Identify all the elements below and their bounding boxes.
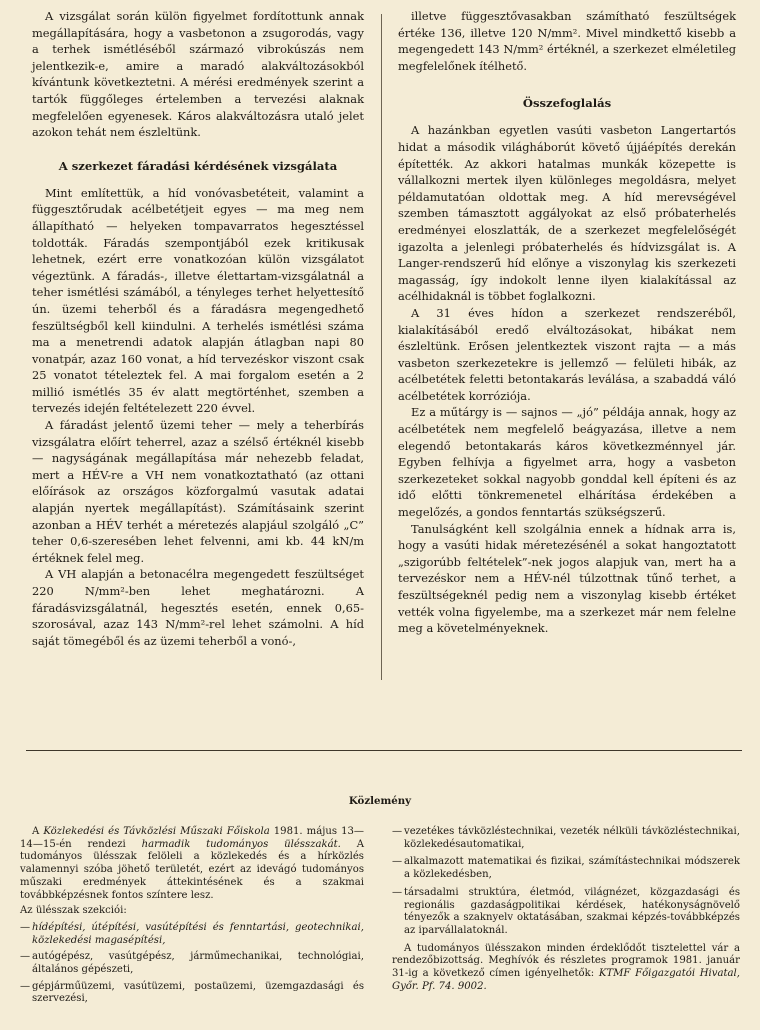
list-item-text: alkalmazott matematikai és fizikai, számítástechnikai módszerek a közlekedésben, [404,856,740,881]
announcement-intro-a: A [32,826,44,837]
list-item: — autógépész, vasútgépész, járműmechanikai, technológiai, általános gépészeti, [20,951,364,976]
closing-text: A tudományos ülésszakon minden érdeklődőt tisztelettel vár a rendezőbizottság. Meghívók és részletes programok 1981. január 31-ig a következő címen igényelhetők: [392,942,740,980]
paragraph: A hazánkban egyetlen vasúti vasbeton Langertartós hidat a második világháborút követő újjáépítés derekán építették. Az akkori hatalmas munkák közepette is vállalkozni mertek ilyen különleges megoldásra, melyet példamutatóan oldottak meg. A híd merevségével szemben támasztott aggályokat az első próbaterhelés eredményei eloszlatták, de a szerkezet megfelelőségét igazolta a jelenlegi próbaterhelés és hídvizsgálat is. A Langer-rendszerű híd előnye a viszonylag kis szerkezeti magasság, így indokolt lenne ilyen kialakítással az acélhidaknál is többet foglalkozni. [398,123,736,304]
section-heading: A szerkezet fáradási kérdésének vizsgálata [58,158,338,173]
announcement-intro [20,826,364,902]
paragraph: Tanulságként kell szolgálnia ennek a hídnak arra is, hogy a vasúti hidak méretezésénél a sokat hangoztatott „szigorúbb feltételek”-nek jogos alapjuk van, mert ha a tervezéskor nem a HÉV-nél túlzottnak tűnő terhet, a feszültségeknél pedig nem a viszonylag kisebb értéket vették volna figyelembe, ma a szerkezet már nem felelne meg a követelményeknek. [398,521,736,636]
column-divider [381,14,382,680]
list-item: — alkalmazott matematikai és fizikai, számítástechnikai módszerek a közlekedésben, [392,856,740,881]
paragraph: A fáradást jelentő üzemi teher — mely a teherbírás vizsgálatra előírt teherrel, azaz a szélső értéknél kisebb — nagyságának megállapítása már nehezebb feladat, mert a HÉV-re a VH nem vonatkoztatható (az ottani előírások az országos közforgalmú vasutak adatai alapján nyertek megállapítást). Számításaink szerint azonban a HÉV terhét a méretezés alapjául szolgáló „C” teher 0,6-szeresében lehet felvenni, ami kb. 44 kN/m értéknek felel meg. [32,418,364,565]
horizontal-rule [26,750,742,751]
paragraph: A 31 éves hídon a szerkezet rendszeréből, kialakításából eredő elváltozásokat, hibákat nem észleltünk. Erősen jelentkeztek viszont rajta — a más vasbeton szerkezetekre is jellemző — felületi hibák, az acélbetétek feletti betontakarás leválása, a szabaddá váló acélbetétek korróziója. [398,305,736,403]
announcement-title: Közlemény [348,795,412,807]
list-item-text: autógépész, vasútgépész, járműmechanikai, technológiai, általános gépészeti, [32,951,364,976]
list-item-text: vezetékes távközléstechnikai, vezeték nélküli távközléstechnikai, közlekedésautomatikai, [404,826,740,850]
closing-address: KTMF Főigazgatói Hivatal, Győr. Pf. 74. 9002. [392,968,740,992]
event-name: harmadik tudományos ülésszakát. [141,838,341,850]
paragraph: illetve függesztővasakban számítható feszültségek értéke 136, illetve 120 N/mm². Mivel mindkettő kisebb a megengedett 143 N/mm² értéknél, a szerkezet elméletileg megfelelőnek ítélhető. [398,9,736,73]
right-column [398,8,736,637]
list-item-text: hídépítési, útépítési, vasútépítési és fenntartási, geotechnikai, közlekedési magasépítési, [32,921,364,946]
paragraph: A VH alapján a betonacélra megengedett feszültséget 220 N/mm²-ben lehet meghatározni. A fáradásvizsgálatnál, hegesztés esetén, ennek 0,65-szorosával, azaz 143 N/mm²-rel lehet számolni. A híd saját tömegéből és az üzemi teherből a vonó-, [32,567,364,648]
sections-label: Az ülésszak szekciói: [20,905,127,917]
paragraph: Ez a műtárgy is — sajnos — „jó” példája annak, hogy az acélbetétek nem megfelelő beágyazása, illetve a nem elegendő betontakarás káros következménnyel jár. Egyben felhívja a figyelmet arra, hogy a vasbeton szerkezeteket sokkal nagyobb gonddal kell építeni és az idő előtti tönkremenetel elhárítása érdekében a megelőzés, a gondos fenntartás szükségszerű. [398,405,736,520]
announcement-closing [392,943,740,994]
list-item: — gépjárműüzemi, vasútüzemi, postaüzemi, üzemgazdasági és szervezési, [20,980,364,1005]
announcement-right-column [392,826,740,993]
list-item: — hídépítési, útépítési, vasútépítési és fenntartási, geotechnikai, közlekedési magasépítési, [20,921,364,946]
paragraph: A vizsgálat során külön figyelmet fordítottunk annak megállapítására, hogy a vasbetonon a zsugorodás, vagy a terhek ismétléséből származó vibrokúszás nem jelentkezik-e, amire a maradó alakváltozásokból kívántunk következtetni. A mérési eredmények szerint a tartók függőleges értelemben a tervezési alaknak megfelelően egyenesek. Káros alakváltozásra utaló jelet azokon tehát nem észleltünk. [32,9,364,140]
announcement-intro-b: 1981. május 13—14—15-én rendezi [20,826,365,850]
announcement-left-column [20,826,364,1006]
list-item-text: társadalmi struktúra, életmód, világnézet, közgazdasági és regionális gazdaságpolitikai kérdések, hatékonyságnövelő tényezők a szaknyelv oktatásában, szakmai képzés-továbbképzés az iparvállalatoknál. [404,886,740,936]
institution-name: Közlekedési és Távközlési Műszaki Főiskola [43,826,270,837]
paragraph: Mint említettük, a híd vonóvasbetéteit, valamint a függesztőrudak acélbetétjeit egyes — ma meg nem állapítható — helyeken tompavarratos hegesztéssel toldották. Fáradás szempontjából ezek kritikusak lehetnek, ezért erre vonatkozóan külön vizsgálatot végeztünk. A fáradás-, illetve élettartam-vizsgálatnál a teher ismétlési számából, a tényleges terhet helyettesítő ún. üzemi teherből és a fáradásra megengedhető feszültségből kell kiindulni. A terhelés ismétlési száma ma a menetrendi adatok alapján átlagban napi 80 vonatpár, azaz 160 vonat, a híd tervezéskor viszont csak 25 vonatot tételeztek fel. A mai forgalom esetén a 2 millió ismétlés 35 év alatt megtörténhet, szemben a tervezés idején feltételezett 220 évvel. [32,185,364,416]
section-heading: Összefoglalás [522,96,612,111]
list-item-text: gépjárműüzemi, vasútüzemi, postaüzemi, üzemgazdasági és szervezési, [32,980,364,1005]
list-item: — társadalmi struktúra, életmód, világnézet, közgazdasági és regionális gazdaságpolitikai kérdések, hatékonyságnövelő tényezők a szaknyelv oktatásában, szakmai képzés-továbbképzés az iparvállalatoknál. [392,886,740,936]
left-column [32,8,364,649]
announcement-intro-c: A tudományos ülésszak felöleli a közlekedés és a hírközlés valamennyi szóba jöhető területét, ezért az idevágó tudományos műszaki eredmények áttekintésének és a szakmai továbbképzésnek fontos színtere lesz. [20,838,364,901]
list-item: — vezetékes távközléstechnikai, vezeték nélküli távközléstechnikai, közlekedésautomatikai, [392,826,740,850]
